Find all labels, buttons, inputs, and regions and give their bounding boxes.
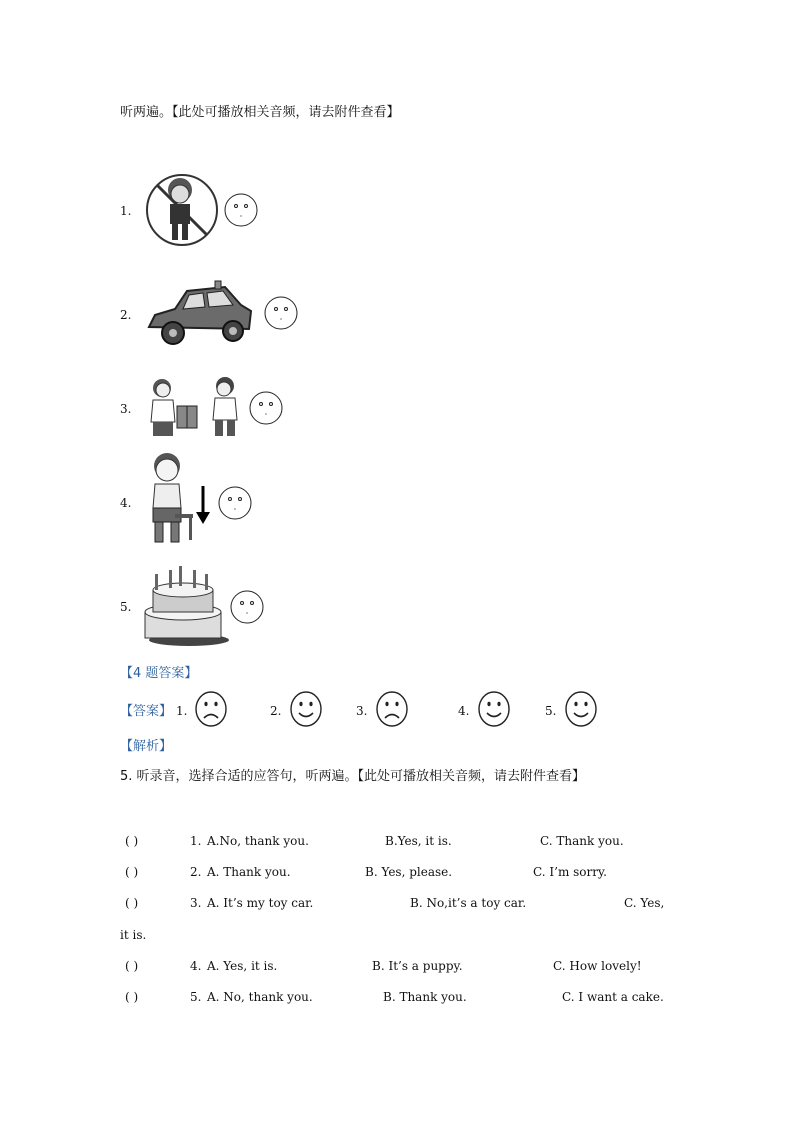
option-c-1: C. Thank you. xyxy=(540,834,624,848)
answer-number-4: 4. xyxy=(458,704,470,718)
question-number-1: 1. xyxy=(190,834,202,848)
girl-giving-gift-to-boy-image xyxy=(145,374,241,440)
item-number-2: 2. xyxy=(120,308,132,322)
question-5-heading: 5. 听录音，选择合适的应答句，听两遍。【此处可播放相关音频，请去附件查看】 xyxy=(120,769,586,784)
item-number-3: 3. xyxy=(120,402,132,416)
answer-blank-2[interactable]: ( ) xyxy=(125,865,139,879)
blank-face-icon-4 xyxy=(218,486,252,520)
option-a-1: A.No, thank you. xyxy=(207,834,309,848)
boy-sitting-image xyxy=(145,452,195,550)
toy-car-image xyxy=(145,275,255,355)
blank-face-icon-3 xyxy=(249,391,283,425)
option-b-1: B.Yes, it is. xyxy=(385,834,452,848)
happy-face-icon xyxy=(565,691,597,727)
answer-blank-5[interactable]: ( ) xyxy=(125,990,139,1004)
answer-label: 【答案】 xyxy=(120,704,173,719)
answer-blank-1[interactable]: ( ) xyxy=(125,834,139,848)
item-number-4: 4. xyxy=(120,496,132,510)
option-c-5: C. I want a cake. xyxy=(562,990,664,1004)
blank-face-icon-5 xyxy=(230,590,264,624)
option-b-3: B. No,it’s a toy car. xyxy=(410,896,527,910)
analysis-label: 【解析】 xyxy=(120,739,173,754)
question-number-2: 2. xyxy=(190,865,202,879)
option-c-3-continued: it is. xyxy=(120,928,147,942)
option-b-2: B. Yes, please. xyxy=(365,865,453,879)
happy-face-icon xyxy=(290,691,322,727)
item-number-5: 5. xyxy=(120,600,132,614)
happy-face-icon xyxy=(478,691,510,727)
option-c-3: C. Yes, xyxy=(624,896,665,910)
sad-face-icon xyxy=(376,691,408,727)
answer-number-3: 3. xyxy=(356,704,368,718)
option-b-4: B. It’s a puppy. xyxy=(372,959,463,973)
answer-heading: 【4 题答案】 xyxy=(120,666,198,681)
item-number-1: 1. xyxy=(120,204,132,218)
option-a-5: A. No, thank you. xyxy=(207,990,313,1004)
answer-blank-3[interactable]: ( ) xyxy=(125,896,139,910)
answer-number-5: 5. xyxy=(545,704,557,718)
option-a-4: A. Yes, it is. xyxy=(207,959,278,973)
down-arrow-icon xyxy=(196,486,210,526)
answer-number-1: 1. xyxy=(176,704,188,718)
option-a-2: A. Thank you. xyxy=(207,865,291,879)
answer-number-2: 2. xyxy=(270,704,282,718)
intro-line: 听两遍。【此处可播放相关音频，请去附件查看】 xyxy=(120,105,400,120)
option-c-2: C. I’m sorry. xyxy=(533,865,607,879)
birthday-cake-image xyxy=(143,566,229,648)
blank-face-icon-2 xyxy=(264,296,298,330)
question-number-3: 3. xyxy=(190,896,202,910)
answer-blank-4[interactable]: ( ) xyxy=(125,959,139,973)
question-number-5: 5. xyxy=(190,990,202,1004)
option-c-4: C. How lovely! xyxy=(553,959,642,973)
sad-face-icon xyxy=(195,691,227,727)
option-a-3: A. It’s my toy car. xyxy=(207,896,314,910)
blank-face-icon-1 xyxy=(224,193,258,227)
question-number-4: 4. xyxy=(190,959,202,973)
boy-with-prohibition-sign-image xyxy=(143,170,221,248)
option-b-5: B. Thank you. xyxy=(383,990,467,1004)
